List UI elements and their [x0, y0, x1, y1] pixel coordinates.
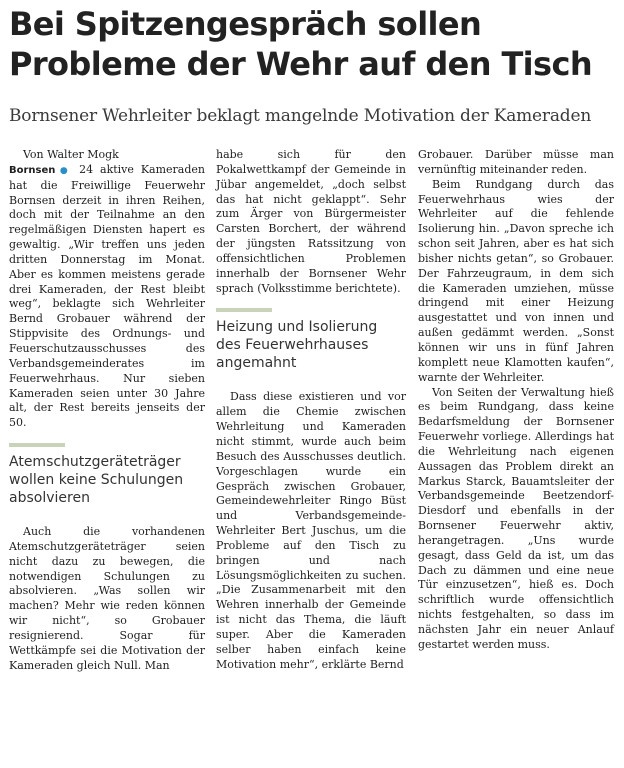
headline-line-2: Probleme der Wehr auf den Tisch [9, 45, 593, 83]
lead-paragraph [9, 163, 205, 431]
continued-paragraph: habe sich für den Pokalwettkampf der Gemeinde in Jübar angemeldet, „doch selbst das hat nicht geklappt“. Sehr zum Ärger von Bürgermeister Carsten Borchert, der während der jüngsten Ratssitzung von offensichtlichen Problemen innerhalb der Bornsener Wehr sprach (Volksstimme berichtete). [216, 148, 406, 295]
dateline-dot-icon: ● [56, 165, 72, 176]
subtitle-divider [9, 443, 65, 447]
subheadline: Bornsener Wehrleiter beklagt mangelnde Motivation der Kameraden [9, 106, 592, 126]
article-column-1 [9, 148, 205, 673]
article-column-3 [418, 148, 614, 653]
body-paragraph: Auch die vorhandenen Atemschutzgeräteträger seien nicht dazu zu bewegen, die notwendigen Schulungen zu absolvieren. „Was sollen wir machen? Mehr wie reden können wir nicht“, so Grobauer resignierend. Sogar für Wettkämpfe sei die Motivation der Kameraden gleich Null. Man [9, 525, 205, 672]
dateline: Bornsen [9, 164, 56, 176]
body-paragraph: Von Seiten der Verwaltung hieß es beim Rundgang, dass keine Bedarfsmeldung der Bornsener Feuerwehr vorliege. Allerdings hat die Wehrleitung nach eigenen Aussagen das Problem direkt an Markus Starck, Bauamtsleiter der Verbandsgemeinde Beetzendorf-Diesdorf und ebenfalls in der Bornsener Feuerwehr aktiv, herangetragen. „Uns wurde gesagt, dass Geld da ist, um das Dach zu dämmen und eine neue Tür einzusetzen“, hieß es. Doch schriftlich wurde offensichtlich nichts festgehalten, so dass im nächsten Jahr ein neuer Anlauf gestartet werden muss. [418, 385, 614, 651]
headline [9, 4, 619, 84]
byline: Von Walter Mogk [23, 148, 119, 161]
continued-paragraph: Grobauer. Darüber müsse man vernünftig miteinander reden. [418, 148, 614, 176]
body-paragraph: Beim Rundgang durch das Feuerwehrhaus wies der Wehrleiter auf die fehlende Isolierung hin. „Davon spreche ich schon seit Jahren, aber es hat sich bisher nichts getan“, so Grobauer. Der Fahrzeugraum, in dem sich die Kameraden umziehen, müsse dringend mit einer Heizung ausgestattet und von innen und außen gedämmt werden. „Sonst können wir uns in fünf Jahren komplett neue Klamotten kaufen“, warnte der Wehrleiter. [418, 177, 614, 384]
body-paragraph: Dass diese existieren und vor allem die Chemie zwischen Wehrleitung und Kameraden nicht stimmt, wurde auch beim Besuch des Ausschusses deutlich. Vorgeschlagen wurde ein Gespräch zwischen Grobauer, Gemeindewehrleiter Ringo Büst und Verbandsgemeinde-Wehrleiter Bert Juschus, um die Probleme auf den Tisch zu bringen und nach Lösungsmöglichkeiten zu suchen. „Die Zusammenarbeit mit den Wehren innerhalb der Gemeinde ist nicht das Thema, die läuft super. Aber die Kameraden selber haben einfach keine Motivation mehr“, erklärte Bernd [216, 390, 406, 671]
section-subtitle: Heizung und Isolierung des Feuerwehrhauses angemahnt [216, 319, 378, 372]
section-subtitle: Atemschutzgeräteträger wollen keine Schulungen absolvieren [9, 454, 184, 507]
article-column-2 [216, 148, 406, 672]
subtitle-divider [216, 308, 272, 312]
headline-line-1: Bei Spitzengespräch sollen [9, 5, 482, 43]
lead-text: 24 aktive Kameraden hat die Freiwillige Feuerwehr Bornsen derzeit in ihren Reihen, doch mit der Teilnahme an den regelmäßigen Diensten hapert es gewaltig. „Wir treffen uns jeden dritten Donnerstag im Monat. Aber es kommen meistens gerade drei Kameraden, der Rest bleibt weg“, beklagte sich Wehrleiter Bernd Grobauer während der Stippvisite des Ordnungs- und Feuerschutzausschusses des Verbandsgemeinderates im Feuerwehrhaus. Nur sieben Kameraden seien unter 30 Jahre alt, der Rest bereits jenseits der 50. [9, 162, 205, 430]
